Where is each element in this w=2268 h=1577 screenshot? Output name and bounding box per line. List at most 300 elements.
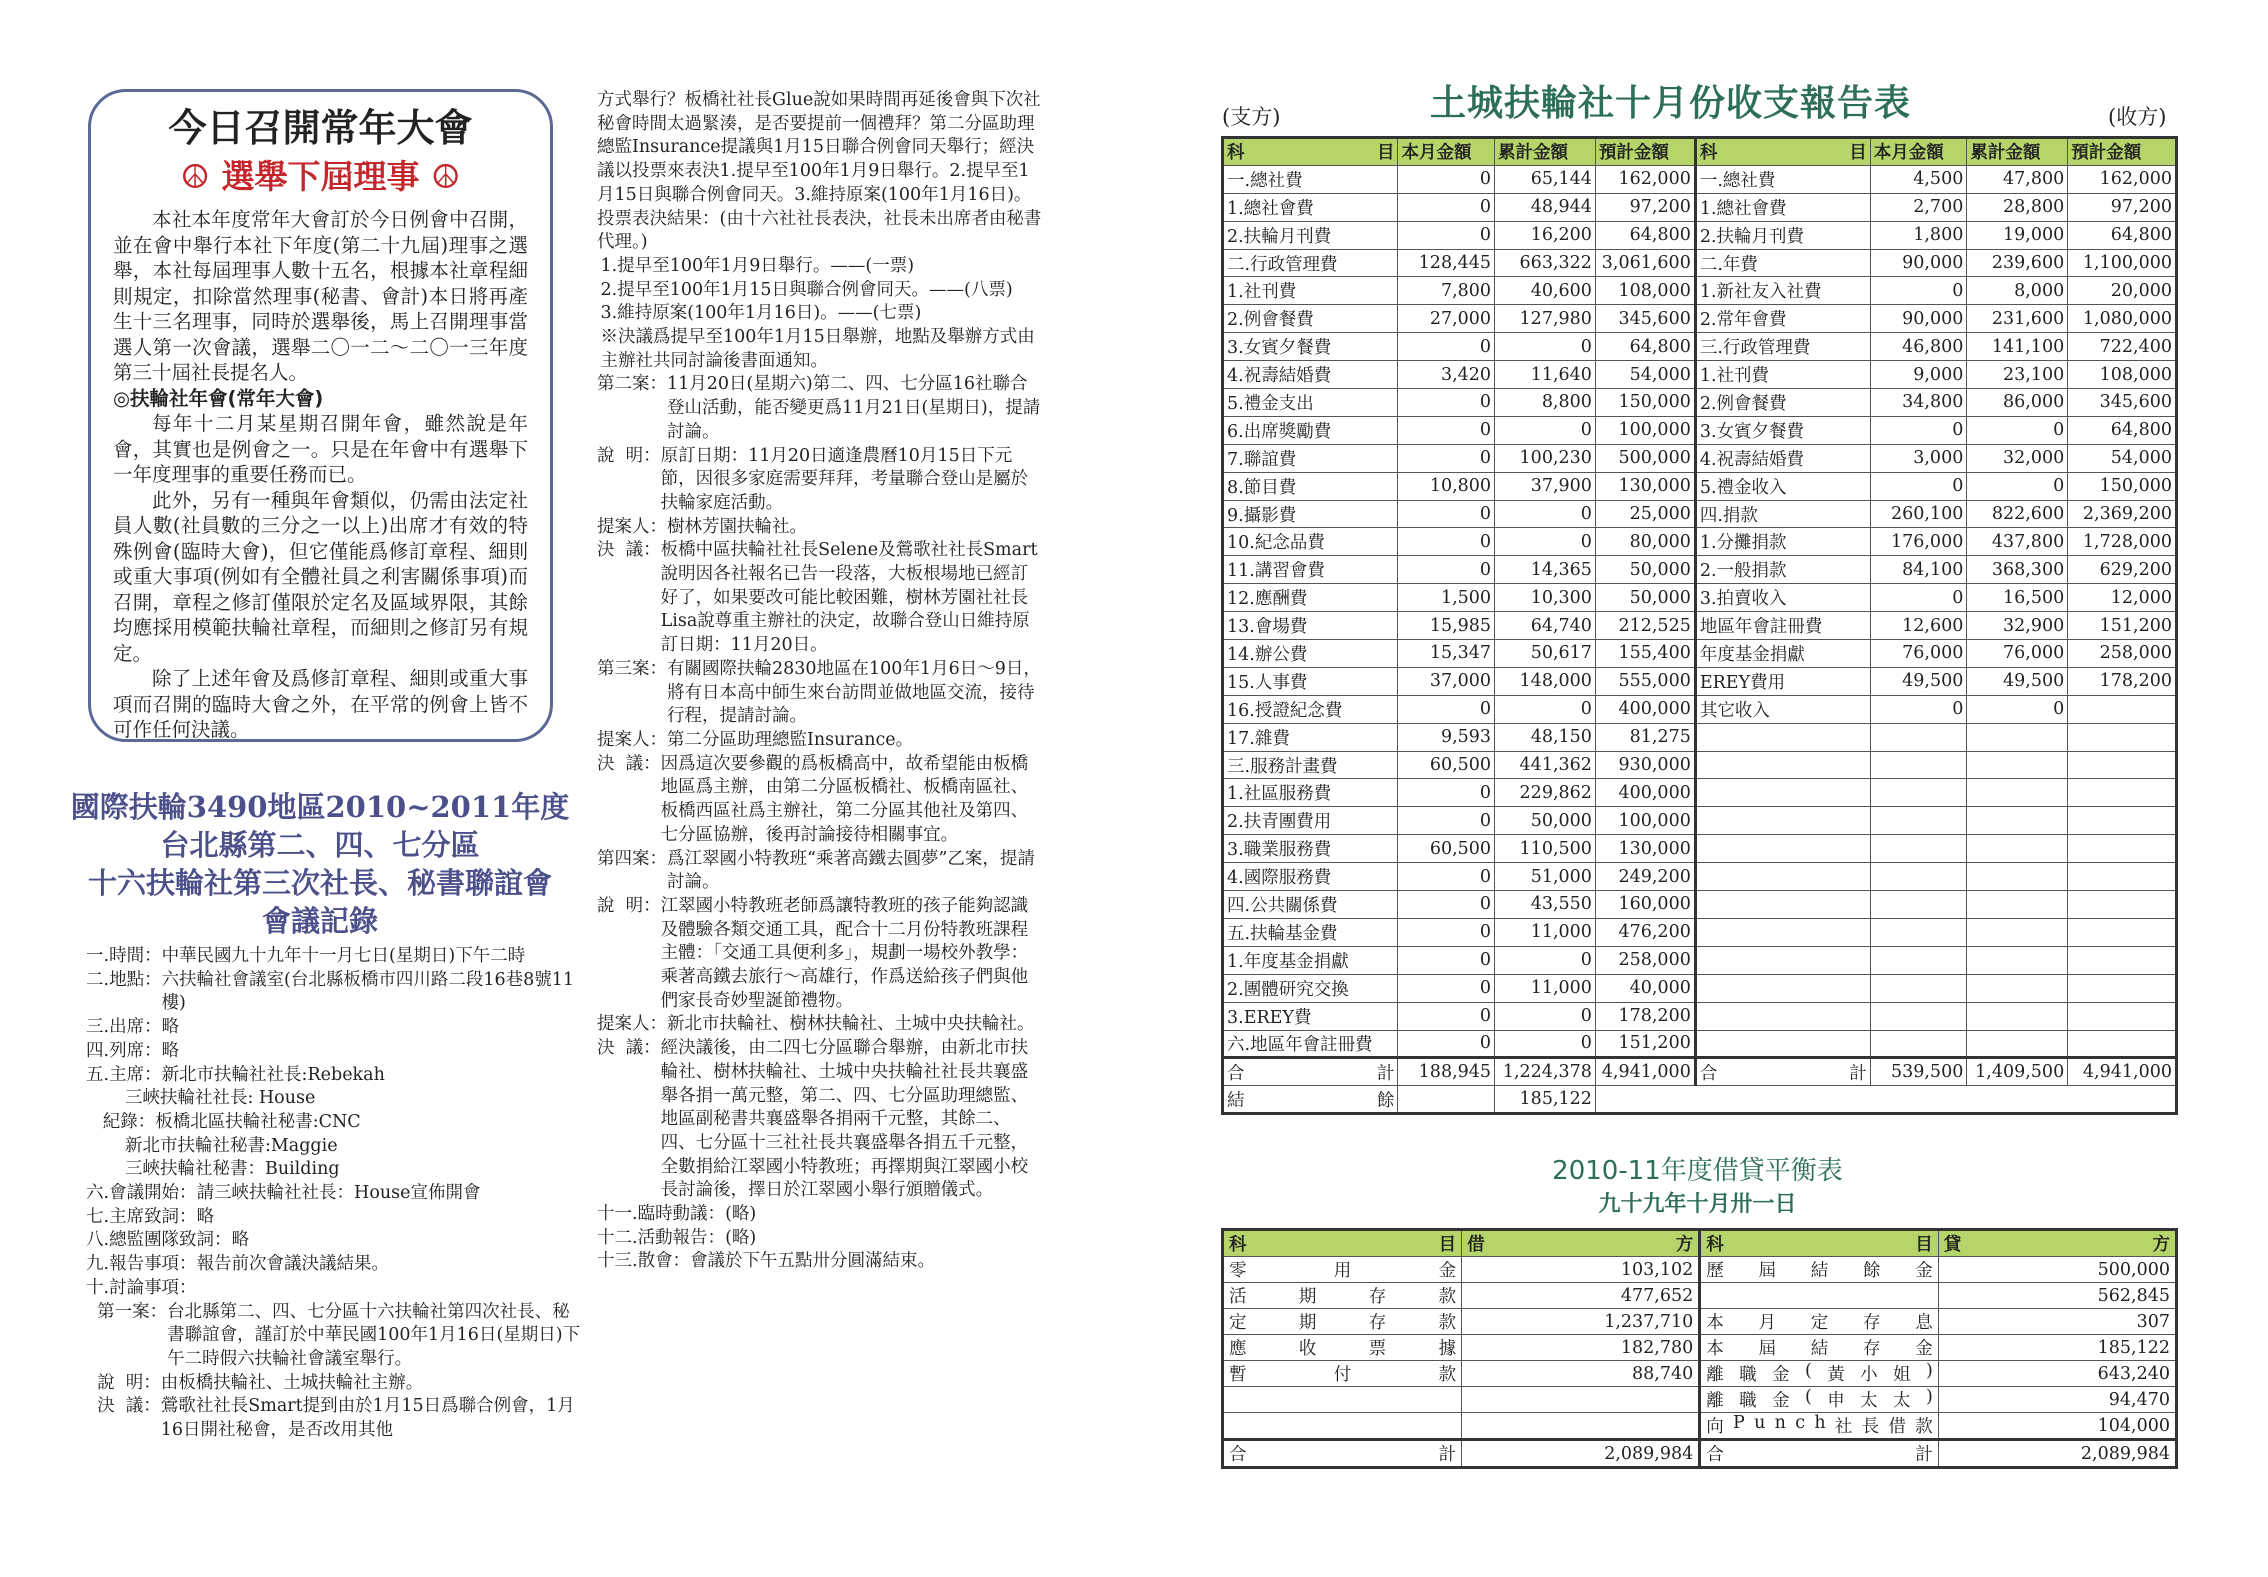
minutes-row <box>86 1395 586 1442</box>
article-title-line: 十六扶輪社第三次社長、秘書聯誼會 <box>87 866 552 900</box>
income-item: 2.常年會費 <box>1695 305 1870 333</box>
table-row <box>1223 305 2177 333</box>
credit-value: 562,845 <box>1938 1283 2176 1309</box>
expense-item: 1.社刊費 <box>1223 277 1398 305</box>
income-cumulative: 437,800 <box>1967 528 2068 556</box>
expense-cumulative: 100,230 <box>1495 444 1596 472</box>
article-title-line: 台北縣第二、四、七分區 <box>160 828 480 862</box>
income-budget <box>2068 863 2177 891</box>
expense-budget: 130,000 <box>1595 835 1695 863</box>
expense-month: 0 <box>1398 863 1495 891</box>
income-cumulative: 32,000 <box>1967 444 2068 472</box>
balance-row <box>1223 1257 2177 1283</box>
income-budget <box>2068 1002 2177 1030</box>
expense-month: 1,500 <box>1398 584 1495 612</box>
income-month <box>1870 751 1967 779</box>
income-month: 46,800 <box>1870 333 1967 361</box>
balance-total-label-char: 合 <box>1706 1445 1724 1465</box>
expense-month: 0 <box>1398 695 1495 723</box>
income-item <box>1695 863 1870 891</box>
expense-month: 0 <box>1398 946 1495 974</box>
expense-month: 0 <box>1398 918 1495 946</box>
expense-budget: 500,000 <box>1595 444 1695 472</box>
minutes-value: 三峽扶輪社社長: House <box>124 1088 316 1109</box>
income-cumulative: 86,000 <box>1967 389 2068 417</box>
debit-item-char: 收 <box>1298 1339 1317 1359</box>
balance-row <box>1223 1283 2177 1309</box>
balance-header-debit <box>1462 1230 1700 1257</box>
credit-item-char: 金 <box>1915 1261 1933 1281</box>
income-budget <box>2068 779 2177 807</box>
credit-item-char: n <box>1774 1413 1786 1433</box>
expense-item: 6.出席獎勵費 <box>1223 416 1398 444</box>
agenda-label: 提案人： <box>597 729 667 750</box>
table-row <box>1223 946 2177 974</box>
table-row <box>1223 891 2177 919</box>
header-cell: 預計金額 <box>1595 138 1695 166</box>
minutes-value: 略 <box>196 1206 215 1227</box>
agenda-row <box>597 753 1042 848</box>
minutes-value: 新北市扶輪社社長:Rebekah <box>161 1064 385 1085</box>
agenda-value: 江翠國小特教班老師爲讓特教班的孩子能夠認識及體驗各類交通工具，配合十二月份特教班課程主體：「交通工具便利多」，規劃一場校外教學：乘著高鐵去旅行～高雄行，作爲送給孩子們與他們家長奇妙聖誕節禮物。 <box>660 895 1029 1011</box>
expense-item: 四.公共關係費 <box>1223 891 1398 919</box>
income-month: 49,500 <box>1870 667 1967 695</box>
article-title-line: 會議記錄 <box>261 904 378 938</box>
table-row <box>1223 193 2177 221</box>
debit-item-char: 零 <box>1229 1261 1247 1281</box>
expense-month: 0 <box>1398 333 1495 361</box>
expense-budget: 151,200 <box>1595 1030 1695 1058</box>
table-row <box>1223 1002 2177 1030</box>
expense-budget: 476,200 <box>1595 918 1695 946</box>
income-item <box>1695 891 1870 919</box>
income-item: 2.一般捐款 <box>1695 556 1870 584</box>
expense-month: 0 <box>1398 165 1495 193</box>
expense-cumulative: 37,900 <box>1495 472 1596 500</box>
credit-item-char: 餘 <box>1863 1261 1881 1281</box>
income-month: 0 <box>1870 277 1967 305</box>
credit-item <box>1700 1257 1939 1283</box>
notice-paragraph: 此外，另有一種與年會類似，仍需由法定社員人數(社員數的三分之一以上)出席才有效的特殊例會(臨時大會)，但它僅能爲修訂章程、細則或重大事項(例如有全體社員之利害關係事項)而召開，章程之修訂僅限於定名及區域界限，其餘均應採用模範扶輪社章程，而細則之修訂另有規定。 <box>113 488 528 665</box>
minutes-row <box>86 1135 586 1159</box>
income-budget: 345,600 <box>2068 389 2177 417</box>
income-cumulative <box>1967 974 2068 1002</box>
income-month: 12,600 <box>1870 612 1967 640</box>
table-row <box>1223 640 2177 668</box>
surplus-label-char: 餘 <box>1376 1090 1395 1111</box>
credit-item-char: 太 <box>1893 1391 1911 1411</box>
balance-title: 2010-11年度借貸平衡表 <box>1552 1156 1843 1186</box>
expense-cumulative: 48,150 <box>1495 723 1596 751</box>
table-row <box>1223 416 2177 444</box>
table-row <box>1223 751 2177 779</box>
income-cumulative <box>1967 807 2068 835</box>
expense-item: 3.EREY費 <box>1223 1002 1398 1030</box>
income-budget: 162,000 <box>2068 165 2177 193</box>
income-item: 四.捐款 <box>1695 500 1870 528</box>
income-total-value: 539,500 <box>1870 1058 1967 1086</box>
income-cumulative: 16,500 <box>1967 584 2068 612</box>
balance-header-item-char: 目 <box>1915 1235 1933 1255</box>
expense-cumulative: 65,144 <box>1495 165 1596 193</box>
expense-cumulative: 40,600 <box>1495 277 1596 305</box>
expense-month: 0 <box>1398 528 1495 556</box>
agenda-row <box>597 658 1042 729</box>
notice-subtitle: ☮ 選舉下屆理事 ☮ <box>180 157 461 196</box>
table-row <box>1223 249 2177 277</box>
minutes-label: 紀錄： <box>86 1111 156 1132</box>
minutes-label: 三.出席： <box>86 1017 162 1038</box>
income-budget: 64,800 <box>2068 416 2177 444</box>
credit-item-char: 屆 <box>1758 1339 1777 1359</box>
minutes-label: 說 明： <box>86 1372 161 1393</box>
table-row <box>1223 221 2177 249</box>
expense-item: 11.講習會費 <box>1223 556 1398 584</box>
income-cumulative: 368,300 <box>1967 556 2068 584</box>
balance-header-item <box>1223 1230 1462 1257</box>
balance-header-credit-char: 方 <box>2152 1235 2170 1255</box>
minutes-row <box>86 1016 586 1040</box>
expense-month: 7,800 <box>1398 277 1495 305</box>
income-total-value: 1,409,500 <box>1967 1058 2068 1086</box>
expense-month: 0 <box>1398 1030 1495 1058</box>
expense-item: 3.職業服務費 <box>1223 835 1398 863</box>
agenda-value: 爲江翠國小特教班“乘著高鐵去圓夢”乙案，提請討論。 <box>667 848 1035 893</box>
notice-paragraph: 每年十二月某星期召開年會，雖然說是年會，其實也是例會之一。只是在年會中有選舉下一年度理事的重要任務而已。 <box>113 412 528 486</box>
total-row <box>1223 1058 2177 1086</box>
expense-cumulative: 148,000 <box>1495 667 1596 695</box>
table-row <box>1223 779 2177 807</box>
expense-budget: 400,000 <box>1595 779 1695 807</box>
expense-budget: 178,200 <box>1595 1002 1695 1030</box>
expense-cumulative: 43,550 <box>1495 891 1596 919</box>
agenda-row <box>597 373 1042 444</box>
credit-value: 307 <box>1938 1309 2176 1335</box>
income-cumulative <box>1967 835 2068 863</box>
income-total-label <box>1695 1058 1870 1086</box>
minutes-row <box>86 1158 586 1182</box>
header-item <box>1223 138 1398 166</box>
income-month <box>1870 863 1967 891</box>
minutes-value: 三峽扶輪社秘書：Building <box>124 1159 340 1180</box>
minutes-label: 七.主席致詞： <box>86 1206 197 1227</box>
expense-budget: 108,000 <box>1595 277 1695 305</box>
balance-row <box>1223 1413 2177 1440</box>
agenda-row <box>597 1203 1042 1227</box>
income-item: 4.祝壽結婚費 <box>1695 444 1870 472</box>
credit-item-char: ( <box>1804 1387 1812 1407</box>
income-budget: 151,200 <box>2068 612 2177 640</box>
expense-month: 15,985 <box>1398 612 1495 640</box>
credit-item-char: ( <box>1804 1361 1812 1381</box>
debit-item <box>1223 1257 1462 1283</box>
income-budget: 1,080,000 <box>2068 305 2177 333</box>
header-label: 目 <box>1376 143 1395 164</box>
expense-total-label <box>1223 1058 1398 1086</box>
minutes-value: 由板橋扶輪社、土城扶輪社主辦。 <box>160 1372 424 1393</box>
income-total-label-char: 合 <box>1699 1063 1718 1084</box>
minutes-value: 鶯歌社社長Smart提到由於1月15日爲聯合例會，1月16日開社秘會，是否改用其他 <box>160 1396 575 1441</box>
expense-budget: 100,000 <box>1595 416 1695 444</box>
income-budget: 64,800 <box>2068 221 2177 249</box>
income-month: 3,000 <box>1870 444 1967 472</box>
vote-option: 3.維持原案(100年1月16日)。——(七票) <box>600 303 922 324</box>
income-cumulative: 47,800 <box>1967 165 2068 193</box>
credit-item-char: 本 <box>1706 1339 1724 1359</box>
income-month: 76,000 <box>1870 640 1967 668</box>
minutes-value <box>197 1277 586 1301</box>
income-budget <box>2068 918 2177 946</box>
expense-cumulative: 441,362 <box>1495 751 1596 779</box>
income-budget: 108,000 <box>2068 361 2177 389</box>
credit-item-char: 結 <box>1810 1261 1829 1281</box>
table-row <box>1223 333 2177 361</box>
expense-item: 5.禮金支出 <box>1223 389 1398 417</box>
credit-value: 104,000 <box>1938 1413 2176 1440</box>
credit-item-char: 借 <box>1888 1417 1906 1437</box>
expense-cumulative: 0 <box>1495 416 1596 444</box>
expense-item: 2.扶青團費用 <box>1223 807 1398 835</box>
credit-item-char: 職 <box>1739 1365 1757 1385</box>
minutes-row <box>86 1372 586 1396</box>
expense-item: 8.節目費 <box>1223 472 1398 500</box>
credit-item-char: 太 <box>1860 1391 1878 1411</box>
header-cell: 累計金額 <box>1967 138 2068 166</box>
income-item: 5.禮金收入 <box>1695 472 1870 500</box>
expense-budget: 100,000 <box>1595 807 1695 835</box>
expense-cumulative: 0 <box>1495 1030 1596 1058</box>
minutes-value: 報告前次會議決議結果。 <box>196 1254 390 1275</box>
income-budget <box>2068 835 2177 863</box>
credit-total: 2,089,984 <box>1938 1440 2176 1468</box>
credit-item-char: u <box>1754 1413 1766 1433</box>
expense-budget: 930,000 <box>1595 751 1695 779</box>
expense-month: 0 <box>1398 389 1495 417</box>
income-cumulative <box>1967 779 2068 807</box>
balance-header-credit-char: 貸 <box>1943 1235 1962 1255</box>
debit-value <box>1462 1413 1700 1440</box>
expense-month: 0 <box>1398 807 1495 835</box>
report-title: 土城扶輪社十月份收支報告表 <box>1430 83 1912 124</box>
agenda-label: 說 明： <box>597 445 661 466</box>
minutes-row <box>86 1277 586 1301</box>
income-cumulative: 49,500 <box>1967 667 2068 695</box>
table-row <box>1223 584 2177 612</box>
minutes-label: 五.主席： <box>86 1064 162 1085</box>
expense-budget: 64,800 <box>1595 333 1695 361</box>
expense-item: 二.行政管理費 <box>1223 249 1398 277</box>
credit-item-char: ) <box>1925 1387 1933 1407</box>
minutes-row <box>86 1087 586 1111</box>
minutes-value: 略 <box>231 1230 250 1251</box>
minutes-value: 請三峽扶輪社社長：House宣佈開會 <box>196 1183 481 1204</box>
expense-month: 27,000 <box>1398 305 1495 333</box>
minutes-value: 台北縣第二、四、七分區十六扶輪社第四次社長、秘書聯誼會，謹訂於中華民國100年1月16日(星期日)下午二時假六扶輪社會議室舉行。 <box>167 1301 581 1369</box>
expense-cumulative: 8,800 <box>1495 389 1596 417</box>
expense-cumulative: 110,500 <box>1495 835 1596 863</box>
agenda-row <box>597 516 1042 540</box>
income-cumulative: 239,600 <box>1967 249 2068 277</box>
table-row <box>1223 695 2177 723</box>
table-row <box>1223 667 2177 695</box>
expense-item: 10.紀念品費 <box>1223 528 1398 556</box>
expense-cumulative: 50,617 <box>1495 640 1596 668</box>
debit-item-char: 活 <box>1229 1287 1247 1307</box>
agenda-label: 決 議： <box>597 1038 661 1059</box>
balance-total-label-char: 合 <box>1229 1445 1247 1465</box>
income-month: 0 <box>1870 416 1967 444</box>
expense-side-label: (支方) <box>1222 105 1281 129</box>
debit-item <box>1223 1335 1462 1361</box>
expense-budget: 25,000 <box>1595 500 1695 528</box>
expense-month: 0 <box>1398 416 1495 444</box>
debit-item <box>1223 1283 1462 1309</box>
balance-total-label-char: 計 <box>1438 1445 1457 1465</box>
expense-month: 128,445 <box>1398 249 1495 277</box>
surplus-empty <box>1398 1086 1495 1114</box>
income-month <box>1870 918 1967 946</box>
credit-item-char: 社 <box>1834 1417 1853 1437</box>
income-budget: 629,200 <box>2068 556 2177 584</box>
expense-cumulative: 11,000 <box>1495 918 1596 946</box>
expense-month: 0 <box>1398 779 1495 807</box>
income-budget: 1,100,000 <box>2068 249 2177 277</box>
debit-value: 103,102 <box>1462 1257 1700 1283</box>
agenda-label: 第二案： <box>597 374 667 395</box>
expense-budget: 150,000 <box>1595 389 1695 417</box>
expense-budget: 97,200 <box>1595 193 1695 221</box>
credit-item-char: 金 <box>1772 1365 1790 1385</box>
debit-item-char: 票 <box>1368 1339 1387 1359</box>
income-month: 4,500 <box>1870 165 1967 193</box>
debit-item-char: 定 <box>1229 1313 1247 1333</box>
expense-cumulative: 663,322 <box>1495 249 1596 277</box>
balance-row <box>1223 1387 2177 1413</box>
credit-item <box>1700 1335 1939 1361</box>
header-cell: 預計金額 <box>2068 138 2177 166</box>
income-item <box>1695 835 1870 863</box>
balance-header-credit <box>1938 1230 2176 1257</box>
balance-header-debit-char: 借 <box>1467 1235 1485 1255</box>
income-month <box>1870 835 1967 863</box>
expense-item: 1.年度基金捐獻 <box>1223 946 1398 974</box>
income-month: 1,800 <box>1870 221 1967 249</box>
expense-budget: 81,275 <box>1595 723 1695 751</box>
expense-budget: 345,600 <box>1595 305 1695 333</box>
income-month <box>1870 807 1967 835</box>
expense-item: 4.祝壽結婚費 <box>1223 361 1398 389</box>
income-item <box>1695 723 1870 751</box>
header-cell: 累計金額 <box>1495 138 1596 166</box>
debit-item-char: 款 <box>1438 1313 1457 1333</box>
expense-item: 15.人事費 <box>1223 667 1398 695</box>
credit-item-char: 離 <box>1706 1365 1724 1385</box>
agenda-row <box>597 848 1042 895</box>
minutes-value: 中華民國九十九年十一月七日(星期日)下午二時 <box>161 946 526 966</box>
balance-total-label-char: 計 <box>1915 1445 1933 1465</box>
income-cumulative: 822,600 <box>1967 500 2068 528</box>
minutes-value: 略 <box>161 1040 180 1061</box>
agenda-value: 經決議後，由二四七分區聯合舉辦，由新北市扶輪社、樹林扶輪社、土城中央扶輪社社長共襄盛舉各捐一萬元整，第二、四、七分區助理總監、地區副秘書共襄盛舉各捐兩千元整，其餘二、四、七分區十三社社長共襄盛舉各捐五千元整，全數捐給江翠國小特教班；再擇期與江翠國小校長討論後，擇日於江翠國小舉行頒贈儀式。 <box>660 1038 1029 1201</box>
credit-item-char: 月 <box>1758 1313 1777 1333</box>
table-row <box>1223 612 2177 640</box>
income-cumulative: 0 <box>1967 416 2068 444</box>
expense-cumulative: 0 <box>1495 1002 1596 1030</box>
income-month <box>1870 946 1967 974</box>
notice-paragraph: 本社本年度常年大會訂於今日例會中召開，並在會中舉行本社下年度(第二十九屆)理事之選舉，本社每屆理事人數十五名，根據本社章程細則規定，扣除當然理事(秘書、會計)本日將再產生十三名理事，同時於選舉後，馬上召開理事當選人第一次會議，選舉二〇一二～二〇一三年度第三十屆社長提名人。 <box>113 208 528 384</box>
debit-item-char: 據 <box>1438 1339 1457 1359</box>
expense-month: 60,500 <box>1398 751 1495 779</box>
minutes-row <box>86 1301 586 1372</box>
balance-sheet-table <box>1221 1228 2178 1469</box>
notice-title: 今日召開常年大會 <box>168 106 473 150</box>
income-item <box>1695 807 1870 835</box>
agenda-label: 第四案： <box>597 848 667 869</box>
expense-cumulative: 50,000 <box>1495 807 1596 835</box>
expense-item: 1.社區服務費 <box>1223 779 1398 807</box>
expense-budget: 162,000 <box>1595 165 1695 193</box>
table-row <box>1223 277 2177 305</box>
agenda-value: 板橋中區扶輪社社長Selene及鶯歌社社長Smart說明因各社報名已告一段落，大板根場地已經訂好了，如果要改可能比較困難，樹林芳園社社長Lisa說尊重主辦社的決定，故聯合登山日維持原訂日期：11月20日。 <box>660 540 1038 656</box>
income-month: 176,000 <box>1870 528 1967 556</box>
table-row <box>1223 918 2177 946</box>
debit-item-char: 期 <box>1298 1287 1317 1307</box>
balance-header-row <box>1223 1230 2177 1257</box>
agenda-row <box>597 729 1042 753</box>
debit-item <box>1223 1309 1462 1335</box>
header-label: 科 <box>1227 143 1245 164</box>
balance-total-label <box>1700 1440 1939 1468</box>
agenda-row <box>597 1037 1042 1203</box>
debit-value <box>1462 1387 1700 1413</box>
credit-item-char: 小 <box>1860 1365 1878 1385</box>
article-title-line: 國際扶輪3490地區2010~2011年度 <box>70 790 570 824</box>
debit-item-char: 用 <box>1333 1261 1352 1281</box>
agenda-row <box>597 539 1042 658</box>
debit-value: 1,237,710 <box>1462 1309 1700 1335</box>
credit-item-char: 長 <box>1861 1417 1880 1437</box>
minutes-label: 八.總監團隊致詞： <box>86 1230 232 1251</box>
expense-budget: 555,000 <box>1595 667 1695 695</box>
debit-item-char: 應 <box>1229 1339 1247 1359</box>
minutes-value: 六扶輪社會議室(台北縣板橋市四川路二段16巷8號11樓) <box>161 969 575 1014</box>
debit-value: 477,652 <box>1462 1283 1700 1309</box>
income-item: 其它收入 <box>1695 695 1870 723</box>
table-row <box>1223 500 2177 528</box>
income-month <box>1870 974 1967 1002</box>
surplus-label <box>1223 1086 1398 1114</box>
income-budget: 97,200 <box>2068 193 2177 221</box>
expense-cumulative: 51,000 <box>1495 863 1596 891</box>
expense-total-value: 188,945 <box>1398 1058 1495 1086</box>
debit-total: 2,089,984 <box>1462 1440 1700 1468</box>
table-row <box>1223 556 2177 584</box>
expense-budget: 80,000 <box>1595 528 1695 556</box>
credit-item-char: 金 <box>1772 1391 1790 1411</box>
income-month: 84,100 <box>1870 556 1967 584</box>
income-cumulative: 23,100 <box>1967 361 2068 389</box>
expense-month: 0 <box>1398 500 1495 528</box>
expense-budget: 258,000 <box>1595 946 1695 974</box>
credit-item-char: 向 <box>1706 1417 1724 1437</box>
income-month: 90,000 <box>1870 305 1967 333</box>
income-item: 二.年費 <box>1695 249 1870 277</box>
vote-option: 2.提早至100年1月15日與聯合例會同天。——(八票) <box>600 279 1013 300</box>
income-cumulative: 19,000 <box>1967 221 2068 249</box>
table-row <box>1223 528 2177 556</box>
peace-icon: ☮ <box>180 157 210 196</box>
vote-option: 1.提早至100年1月9日舉行。——(一票) <box>600 255 915 276</box>
